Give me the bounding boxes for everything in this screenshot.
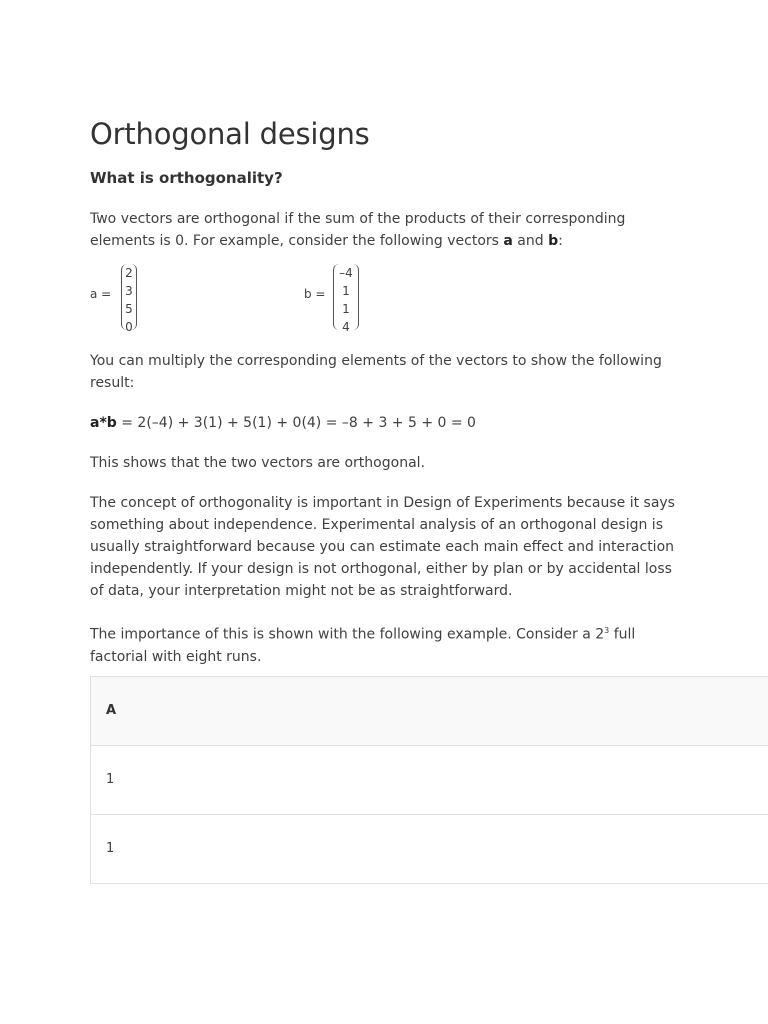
concept-paragraph: The concept of orthogonality is important in Design of Experiments because it says something about independence. Experimental analysis of an orthogonal design is usually straightforward because you can estimate each main effect and interaction independently. If your design is not orthogonal, either by plan or by accidental loss of data, your interpretation might not be as straightforward. (90, 495, 675, 599)
exponent: 3 (604, 626, 610, 635)
vector-b-element: –4 (339, 266, 353, 280)
intro-text: Two vectors are orthogonal if the sum of the products of their corresponding elements is 0. For example, consider the following vectors (90, 211, 626, 249)
article-content (90, 112, 768, 884)
intro-and: and (512, 233, 549, 249)
vector-b-name: b (548, 233, 559, 249)
importance-paragraph (90, 620, 675, 668)
table-cell: 1 (91, 745, 768, 814)
vector-a-matrix (121, 264, 137, 334)
multiply-paragraph: You can multiply the corresponding elements of the vectors to show the following result: (90, 353, 662, 391)
vector-b-label: b = (304, 287, 326, 301)
table-row (91, 745, 768, 814)
table-cell: 1 (91, 814, 768, 883)
vector-b-element: 1 (342, 284, 350, 298)
importance-text-end: full factorial with eight runs. (90, 626, 636, 665)
table-header-row (91, 676, 768, 745)
intro-paragraph (90, 208, 675, 252)
vector-a-name: a (503, 233, 513, 249)
importance-text: The importance of this is shown with the following example. Consider a 2 (90, 626, 605, 643)
vector-b-element: 1 (342, 302, 350, 316)
column-header-a: A (91, 676, 768, 745)
equation (90, 412, 675, 434)
vector-a-label: a = (90, 287, 112, 301)
vector-b-matrix (333, 264, 359, 334)
vector-b-element: 4 (342, 320, 350, 334)
intro-colon: : (558, 233, 563, 249)
vector-a-element: 0 (125, 320, 133, 334)
equation-rhs: = 2(–4) + 3(1) + 5(1) + 0(4) = –8 + 3 + 5 + 0 = 0 (116, 415, 476, 431)
vector-a-element: 3 (125, 284, 133, 298)
vector-a-element: 2 (125, 266, 133, 280)
vector-display (90, 264, 768, 334)
shows-paragraph: This shows that the two vectors are orthogonal. (90, 455, 425, 471)
equation-lhs: a*b (90, 415, 117, 431)
factorial-table (90, 676, 768, 884)
page-title: Orthogonal designs (90, 117, 370, 151)
vector-a-element: 5 (125, 302, 133, 316)
table-row (91, 814, 768, 883)
section-heading: What is orthogonality? (90, 169, 283, 187)
